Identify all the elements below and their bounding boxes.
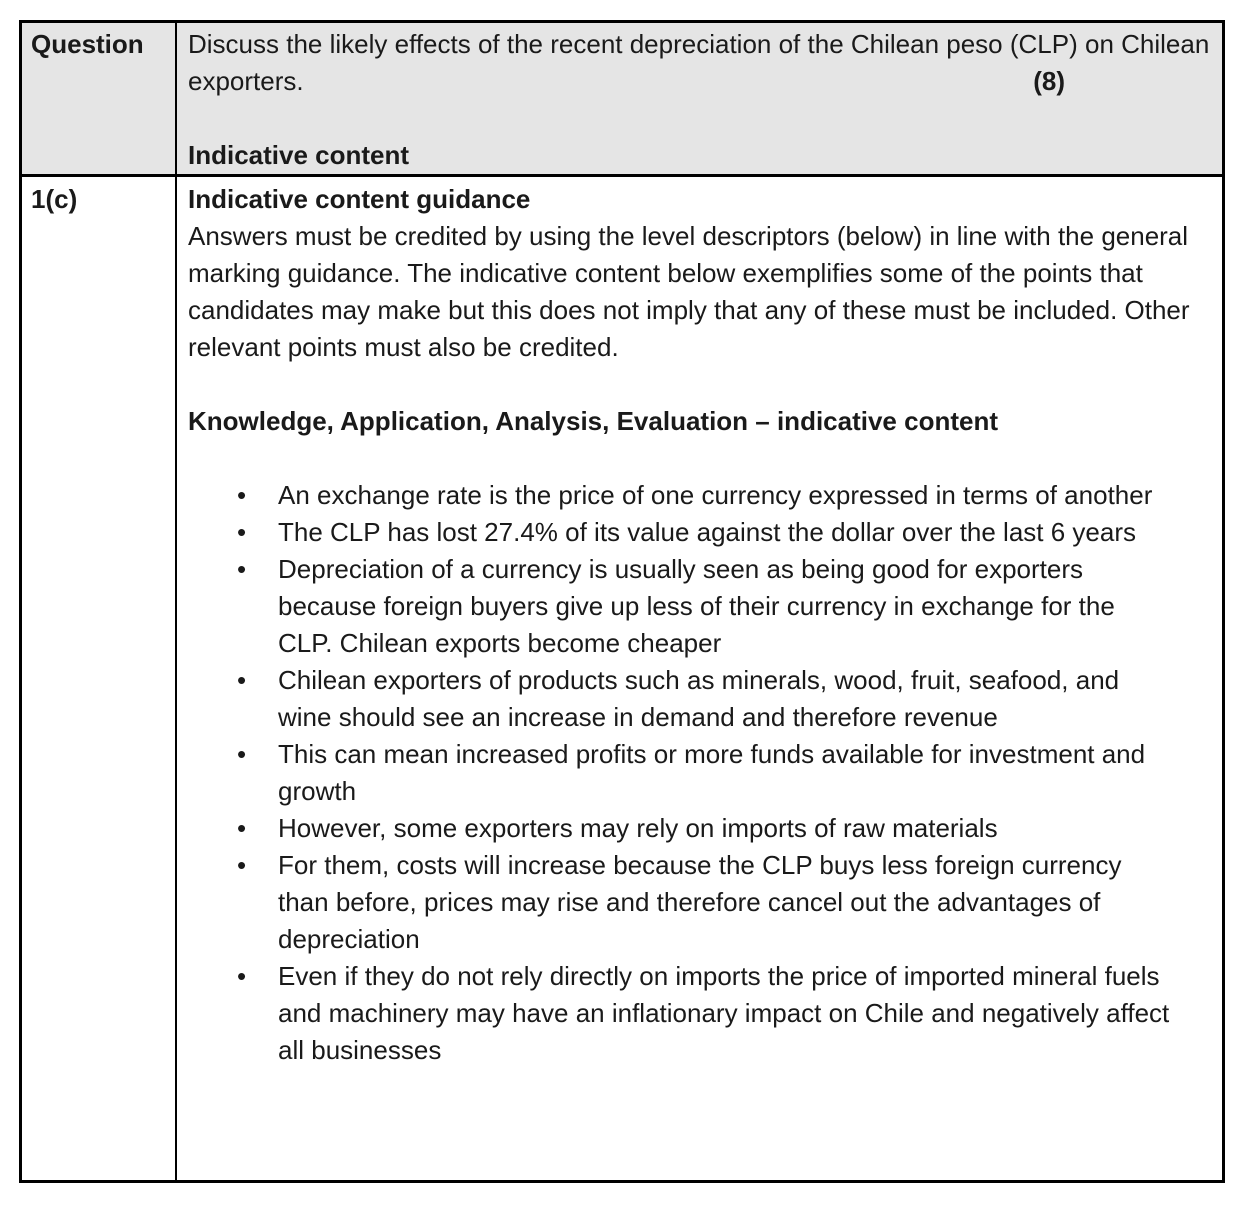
bullet-item: • The CLP has lost 27.4% of its value against the dollar over the last 6 years: [188, 514, 1173, 551]
marks-value: (8): [1033, 66, 1065, 96]
question-text-cell: [177, 23, 1222, 177]
indicative-content-cell: [177, 177, 1222, 1180]
skills-heading: Knowledge, Application, Analysis, Evaluation – indicative content: [188, 406, 998, 436]
question-number-cell: [22, 177, 177, 1180]
question-text: Discuss the likely effects of the recent depreciation of the Chilean peso (CLP) on Chilean exporters.: [188, 29, 1210, 96]
bullet-item: • This can mean increased profits or more funds available for investment and growth: [188, 736, 1173, 810]
question-header-label: Question: [31, 29, 144, 59]
mark-scheme-table: [19, 20, 1225, 1183]
bullet-item: • For them, costs will increase because the CLP buys less foreign currency than before, prices may rise and therefore cancel out the advantages of depreciation: [188, 847, 1173, 958]
bullet-item: • Even if they do not rely directly on imports the price of imported mineral fuels and machinery may have an inflationary impact on Chile and negatively affect all businesses: [188, 958, 1173, 1069]
question-number: 1(c): [31, 184, 78, 214]
indicative-points-list: [188, 477, 1210, 1069]
bullet-item: • However, some exporters may rely on imports of raw materials: [188, 810, 1173, 847]
indicative-content-label: Indicative content: [188, 140, 410, 170]
bullet-item: • Chilean exporters of products such as minerals, wood, fruit, seafood, and wine should see an increase in demand and therefore revenue: [188, 662, 1173, 736]
bullet-item: • An exchange rate is the price of one currency expressed in terms of another: [188, 477, 1173, 514]
question-header-cell: [22, 23, 177, 177]
bullet-item: • Depreciation of a currency is usually seen as being good for exporters because foreign buyers give up less of their currency in exchange for the CLP. Chilean exports become cheaper: [188, 551, 1173, 662]
guidance-text: Answers must be credited by using the level descriptors (below) in line with the general marking guidance. The indicative content below exemplifies some of the points that candidates may make but this does not imply that any of these must be included. Other relevant points must also be credited.: [188, 221, 1190, 362]
guidance-title: Indicative content guidance: [188, 184, 531, 214]
